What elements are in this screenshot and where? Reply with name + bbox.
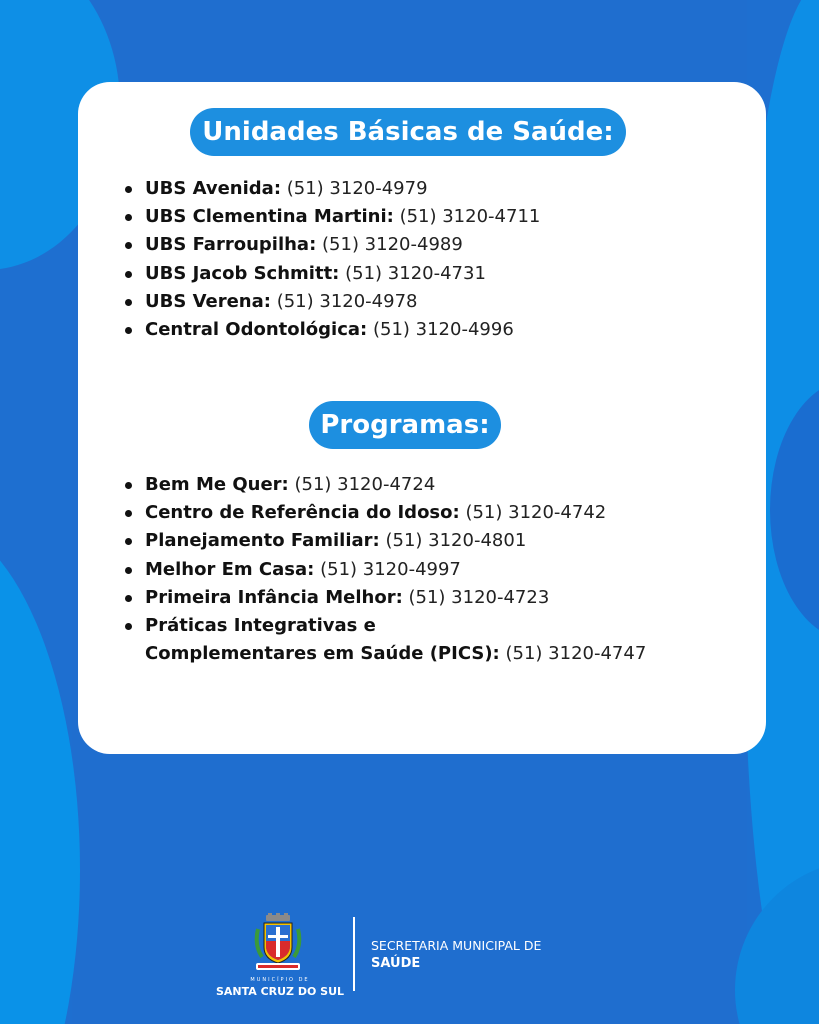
item-name: UBS Avenida: xyxy=(145,178,282,199)
ubs-list xyxy=(123,175,540,344)
list-item xyxy=(123,175,540,203)
item-phone: (51) 3120-4978 xyxy=(276,290,418,312)
item-name-line2: Complementares em Saúde (PICS): xyxy=(145,643,500,665)
list-item xyxy=(123,584,646,612)
item-name: Primeira Infância Melhor: xyxy=(145,586,403,608)
item-name: Central Odontológica: xyxy=(145,319,368,341)
item-name: Centro de Referência do Idoso: xyxy=(145,502,460,524)
item-phone: (51) 3120-4747 xyxy=(505,643,647,665)
item-phone: (51) 3120-4979 xyxy=(286,178,428,199)
item-phone: (51) 3120-4731 xyxy=(345,262,486,284)
item-phone: (51) 3120-4989 xyxy=(322,234,463,256)
footer-divider xyxy=(353,917,355,991)
secretaria-line1: SECRETARIA MUNICIPAL DE xyxy=(371,938,542,953)
item-name: Melhor Em Casa: xyxy=(145,558,315,580)
municipio-name: SANTA CRUZ DO SUL xyxy=(215,985,345,998)
list-item xyxy=(123,471,646,499)
ubs-section-title: Unidades Básicas de Saúde: xyxy=(190,108,626,156)
item-phone: (51) 3120-4997 xyxy=(320,558,461,580)
item-name: UBS Farroupilha: xyxy=(145,234,317,256)
list-item xyxy=(123,527,646,555)
item-phone: (51) 3120-4996 xyxy=(372,319,514,341)
list-item xyxy=(123,316,540,344)
list-item xyxy=(123,260,540,288)
list-item xyxy=(123,499,646,527)
list-item xyxy=(123,612,646,668)
programs-section-title: Programas: xyxy=(309,401,501,449)
programs-list xyxy=(123,471,646,668)
item-name: UBS Verena: xyxy=(145,290,271,312)
item-phone: (51) 3120-4723 xyxy=(408,586,550,608)
item-name: UBS Jacob Schmitt: xyxy=(145,262,340,284)
item-name-line1: Práticas Integrativas e xyxy=(145,615,376,637)
item-name: UBS Clementina Martini: xyxy=(145,206,394,228)
secretaria-line2: SAÚDE xyxy=(371,956,421,971)
item-phone: (51) 3120-4724 xyxy=(294,474,436,495)
footer xyxy=(0,905,819,1015)
list-item xyxy=(123,203,540,231)
list-item xyxy=(123,231,540,259)
item-name: Planejamento Familiar: xyxy=(145,530,380,552)
item-phone: (51) 3120-4801 xyxy=(385,530,527,552)
contact-card xyxy=(78,82,766,754)
item-phone: (51) 3120-4742 xyxy=(465,502,607,524)
item-name: Bem Me Quer: xyxy=(145,474,289,495)
list-item xyxy=(123,288,540,316)
item-phone: (51) 3120-4711 xyxy=(399,206,541,228)
municipal-crest-icon xyxy=(252,913,304,973)
list-item xyxy=(123,556,646,584)
municipio-label: MUNICÍPIO DE xyxy=(250,977,310,983)
